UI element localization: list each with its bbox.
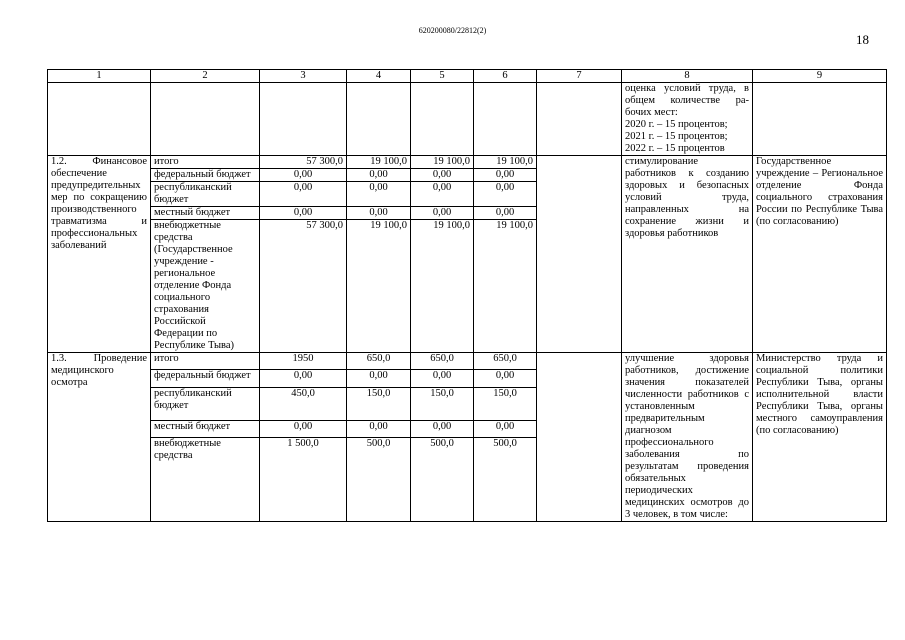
value-cell: 650,0 xyxy=(347,353,411,370)
value-cell: 150,0 xyxy=(411,387,474,420)
column-number: 5 xyxy=(411,70,474,83)
value-cell: 19 100,0 xyxy=(347,156,411,169)
column-number: 8 xyxy=(622,70,753,83)
column-number: 6 xyxy=(474,70,537,83)
value-cell: 0,00 xyxy=(474,182,537,207)
value-cell: 0,00 xyxy=(474,370,537,387)
funding-source: внебюджетные средства (Государственное учреждение - региональное отделение Фонда социального страхования Российской Федерации по Республике Тыва) xyxy=(151,220,260,353)
funding-source: республиканский бюджет xyxy=(151,182,260,207)
value-cell: 0,00 xyxy=(260,169,347,182)
column-number: 3 xyxy=(260,70,347,83)
value-cell: 0,00 xyxy=(474,169,537,182)
value-cell: 500,0 xyxy=(411,438,474,522)
table-row xyxy=(48,156,887,169)
page-number: 18 xyxy=(856,32,869,47)
value-cell: 19 100,0 xyxy=(474,156,537,169)
value-cell: 0,00 xyxy=(260,420,347,437)
table-row xyxy=(48,353,887,370)
responsible-party: Министерство труда и социальной политики Республики Тыва, органы исполнительной власти Республики Тыва, органы местного самоуправления (по согласованию) xyxy=(753,353,887,522)
column-number: 1 xyxy=(48,70,151,83)
value-cell: 19 100,0 xyxy=(411,220,474,353)
responsible-party: Государственное учреждение – Региональное отделение Фонда социального страхования России по Республике Тыва (по согласованию) xyxy=(753,156,887,353)
value-cell: 0,00 xyxy=(347,207,411,220)
value-cell: 0,00 xyxy=(411,420,474,437)
column-number: 2 xyxy=(151,70,260,83)
value-cell: 0,00 xyxy=(260,182,347,207)
funding-source: итого xyxy=(151,353,260,370)
value-cell: 57 300,0 xyxy=(260,156,347,169)
column-number: 7 xyxy=(537,70,622,83)
value-cell: 0,00 xyxy=(411,182,474,207)
column-number-row xyxy=(48,70,887,83)
value-cell: 57 300,0 xyxy=(260,220,347,353)
continuation-row xyxy=(48,83,887,156)
value-cell: 0,00 xyxy=(411,370,474,387)
funding-source: внебюджетные средства xyxy=(151,438,260,522)
funding-source: итого xyxy=(151,156,260,169)
value-cell: 650,0 xyxy=(474,353,537,370)
expected-result: стимулирование работников к созданию здоровых и безопасных условий труда, направленных на сохранение жизни и здоровья работников xyxy=(622,156,753,353)
value-cell: 0,00 xyxy=(411,169,474,182)
value-cell: 0,00 xyxy=(347,169,411,182)
funding-source: местный бюджет xyxy=(151,420,260,437)
funding-source: местный бюджет xyxy=(151,207,260,220)
value-cell: 0,00 xyxy=(474,207,537,220)
value-cell: 450,0 xyxy=(260,387,347,420)
value-cell: 19 100,0 xyxy=(411,156,474,169)
value-cell: 150,0 xyxy=(347,387,411,420)
funding-source: федеральный бюджет xyxy=(151,370,260,387)
value-cell: 19 100,0 xyxy=(474,220,537,353)
value-cell: 650,0 xyxy=(411,353,474,370)
value-cell: 0,00 xyxy=(260,370,347,387)
value-cell: 0,00 xyxy=(347,370,411,387)
value-cell: 19 100,0 xyxy=(347,220,411,353)
value-cell: 1950 xyxy=(260,353,347,370)
value-cell: 1 500,0 xyxy=(260,438,347,522)
value-cell: 150,0 xyxy=(474,387,537,420)
column-number: 9 xyxy=(753,70,887,83)
funding-source: республиканский бюджет xyxy=(151,387,260,420)
expected-result: улучшение здоровья работников, достижение значения показателей численности работников с установленным предварительным диагнозом профессионального заболевания по результатам проведения обязательных периодических медицинских осмотров до 3 человек, в том числе: xyxy=(622,353,753,522)
activity-title: 1.3. Проведение медицинского осмотра xyxy=(48,353,151,522)
document-id: 620200080/22812(2) xyxy=(418,26,487,35)
continuation-result: оценка условий труда, в общем количестве ра- бочих мест: 2020 г. – 15 процентов; 2021 г. – 15 процентов; 2022 г. – 15 процентов xyxy=(622,83,753,156)
funding-source: федеральный бюджет xyxy=(151,169,260,182)
value-cell: 0,00 xyxy=(347,182,411,207)
value-cell: 0,00 xyxy=(474,420,537,437)
program-table xyxy=(47,69,887,522)
value-cell: 0,00 xyxy=(260,207,347,220)
value-cell: 0,00 xyxy=(411,207,474,220)
value-cell: 500,0 xyxy=(347,438,411,522)
value-cell: 0,00 xyxy=(347,420,411,437)
column-number: 4 xyxy=(347,70,411,83)
activity-title: 1.2. Финансовое обеспечение предупредительных мер по сокращению производственного травматизма и профессиональных заболеваний xyxy=(48,156,151,353)
value-cell: 500,0 xyxy=(474,438,537,522)
